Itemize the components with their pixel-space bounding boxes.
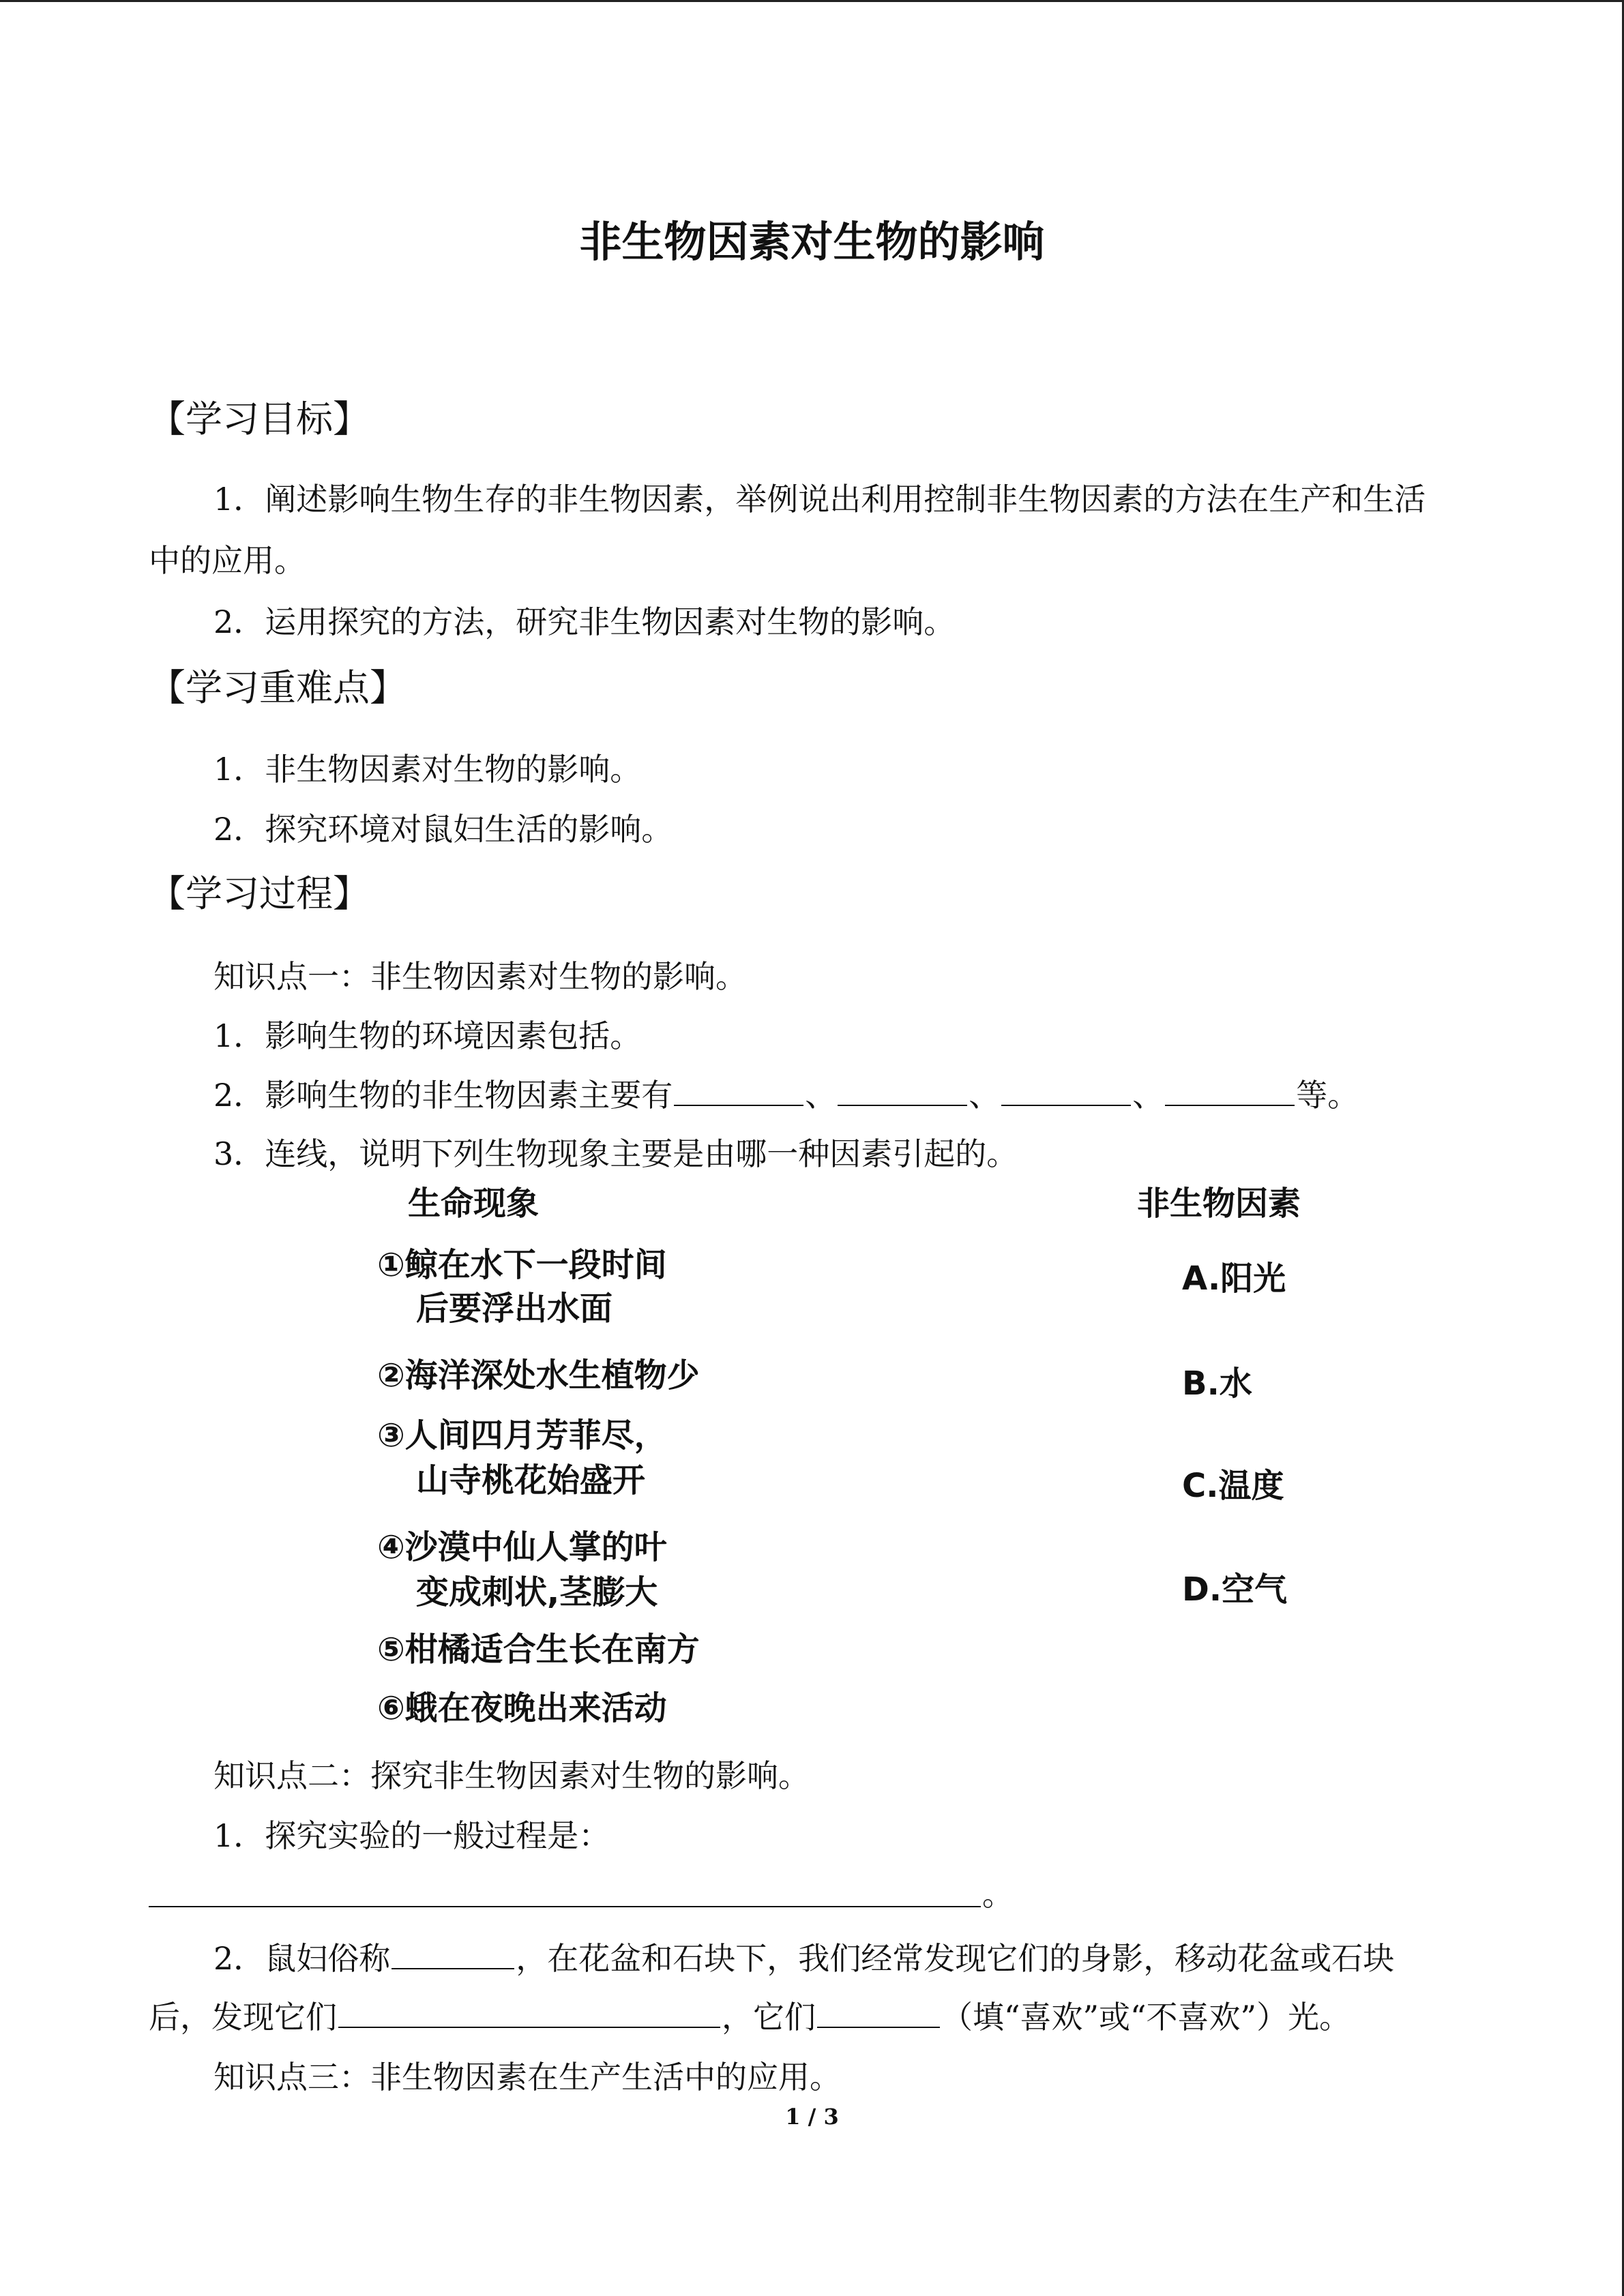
question-4-end: 。 (982, 1876, 1014, 1913)
key-points-item-1: 1．非生物因素对生物的影响。 (213, 751, 642, 788)
question-2-prefix: 2．影响生物的非生物因素主要有 (213, 1077, 673, 1114)
page-border-top (0, 0, 1624, 2)
answer-blank-1[interactable] (674, 1073, 803, 1106)
goals-item-1-line-2: 中的应用。 (149, 542, 306, 579)
key-points-heading: 【学习重难点】 (149, 666, 407, 709)
answer-blank-light[interactable] (817, 1995, 940, 2028)
question-5-part-e: （填“喜欢”或“不喜欢”）光。 (941, 1999, 1351, 2036)
question-3: 3．连线，说明下列生物现象主要是由哪一种因素引起的。 (213, 1135, 1018, 1172)
answer-line-process[interactable] (149, 1906, 981, 1907)
separator: 、 (805, 1077, 837, 1114)
separator: 、 (969, 1077, 1001, 1114)
question-5-line-2 (149, 1993, 1350, 2038)
question-2-suffix: 等。 (1296, 1077, 1359, 1114)
key-points-item-2: 2．探究环境对鼠妇生活的影响。 (213, 811, 673, 848)
factor-b[interactable]: B.水 (1182, 1365, 1252, 1403)
answer-blank-4[interactable] (1165, 1073, 1295, 1106)
goals-item-2: 2．运用探究的方法，研究非生物因素对生物的影响。 (213, 603, 956, 640)
phenomenon-3-line-1[interactable]: ③人间四月芳菲尽， (377, 1416, 667, 1455)
question-5-part-d: ，它们 (722, 1999, 816, 2036)
answer-blank-behavior[interactable] (338, 1995, 720, 2028)
goals-item-1-line-1: 1．阐述影响生物生存的非生物因素，举例说出利用控制非生物因素的方法在生产和生活 (213, 481, 1426, 518)
factor-d[interactable]: D.空气 (1182, 1570, 1288, 1609)
phenomenon-2[interactable]: ②海洋深处水生植物少 (377, 1356, 700, 1395)
matching-right-header: 非生物因素 (1137, 1184, 1301, 1223)
process-heading: 【学习过程】 (149, 872, 370, 915)
knowledge-point-2: 知识点二：探究非生物因素对生物的影响。 (213, 1757, 810, 1794)
answer-blank-3[interactable] (1001, 1073, 1131, 1106)
goals-heading: 【学习目标】 (149, 398, 370, 441)
answer-blank-nickname[interactable] (392, 1937, 514, 1969)
separator: 、 (1132, 1077, 1164, 1114)
phenomenon-1-line-1[interactable]: ①鲸在水下一段时间 (377, 1246, 667, 1284)
phenomenon-4-line-2: 变成刺状,茎膨大 (416, 1573, 658, 1611)
phenomenon-3-line-2: 山寺桃花始盛开 (416, 1461, 646, 1500)
matching-left-header: 生命现象 (408, 1184, 540, 1223)
question-2 (213, 1071, 1359, 1116)
answer-blank-2[interactable] (838, 1073, 967, 1106)
knowledge-point-3: 知识点三：非生物因素在生产生活中的应用。 (213, 2059, 841, 2096)
factor-c[interactable]: C.温度 (1182, 1467, 1284, 1505)
phenomenon-1-line-2: 后要浮出水面 (416, 1289, 613, 1328)
phenomenon-6[interactable]: ⑥蛾在夜晚出来活动 (377, 1689, 667, 1727)
question-5-part-b: ，在花盆和石块下，我们经常发现它们的身影，移动花盆或石块 (516, 1940, 1395, 1977)
page-number: 1 / 3 (785, 2104, 839, 2130)
question-5-line-1 (213, 1934, 1394, 1979)
question-5-part-a: 2．鼠妇俗称 (213, 1940, 391, 1977)
question-5-part-c: 后，发现它们 (149, 1999, 337, 2036)
knowledge-point-1: 知识点一：非生物因素对生物的影响。 (213, 958, 747, 995)
factor-a[interactable]: A.阳光 (1182, 1259, 1286, 1298)
page-title: 非生物因素对生物的影响 (579, 217, 1045, 267)
phenomenon-5[interactable]: ⑤柑橘适合生长在南方 (377, 1630, 700, 1669)
phenomenon-4-line-1[interactable]: ④沙漠中仙人掌的叶 (377, 1528, 667, 1566)
question-4: 1．探究实验的一般过程是： (213, 1817, 610, 1854)
question-1: 1．影响生物的环境因素包括。 (213, 1017, 642, 1054)
